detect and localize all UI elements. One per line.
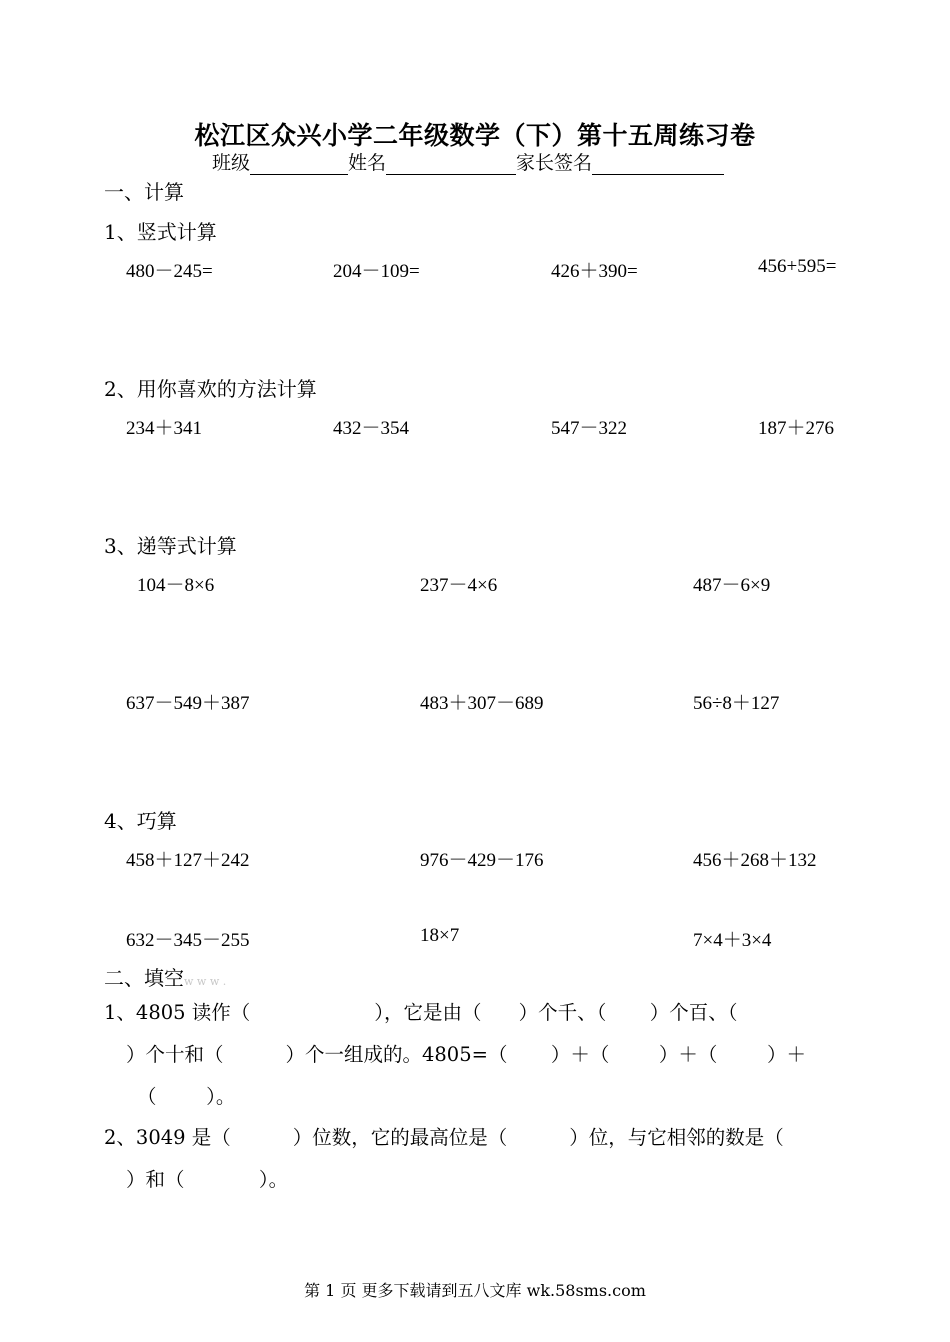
part2-heading: 2、用你喜欢的方法计算 <box>104 377 317 401</box>
problem-item: 976－429－176 <box>420 850 544 871</box>
problem-item: 632－345－255 <box>126 930 250 951</box>
page-footer: 第 1 页 更多下载请到五八文库 wk.58sms.com <box>304 1281 646 1300</box>
problem-item: 426＋390= <box>551 261 638 282</box>
problem-item: 56÷8＋127 <box>693 693 780 714</box>
name-blank[interactable] <box>386 154 516 175</box>
fill-question-2-line2: ）和（ ）。 <box>126 1168 289 1191</box>
class-label: 班级 <box>212 152 251 174</box>
name-label: 姓名 <box>348 152 387 174</box>
problem-item: 204－109= <box>333 261 420 282</box>
section1-heading: 一、计算 <box>104 180 184 204</box>
class-blank[interactable] <box>250 154 348 175</box>
problem-item: 104－8×6 <box>137 575 215 596</box>
problem-item: 637－549＋387 <box>126 693 250 714</box>
problem-item: 187＋276 <box>758 418 835 439</box>
fill-question-1-line2: ）个十和（ ）个一组成的。4805=（ ）＋（ ）＋（ ）＋ <box>126 1043 807 1066</box>
fill-question-2-line1: 2、3049 是（ ）位数，它的最高位是（ ）位，与它相邻的数是（ <box>104 1126 784 1149</box>
problem-item: 547－322 <box>551 418 628 439</box>
header-fields <box>212 148 724 175</box>
problem-item: 483＋307－689 <box>420 693 544 714</box>
part1-heading: 1、竖式计算 <box>104 220 217 244</box>
problem-item: 237－4×6 <box>420 575 498 596</box>
part3-heading: 3、递等式计算 <box>104 534 237 558</box>
problem-item: 432－354 <box>333 418 410 439</box>
section2-heading <box>104 962 226 991</box>
section2-heading-text: 二、填空 <box>104 966 184 990</box>
page-title: 松江区众兴小学二年级数学（下）第十五周练习卷 <box>194 121 756 150</box>
problem-item: 18×7 <box>420 925 460 946</box>
problem-item: 458＋127＋242 <box>126 850 250 871</box>
problem-item: 7×4＋3×4 <box>693 930 772 951</box>
problem-item: 480－245= <box>126 261 213 282</box>
fill-question-1-line3: （ ）。 <box>137 1085 236 1108</box>
watermark-text: w w w . <box>184 975 227 988</box>
problem-item: 456＋268＋132 <box>693 850 817 871</box>
fill-question-1-line1: 1、4805 读作（ ），它是由（ ）个千、（ ）个百、（ <box>104 1001 738 1024</box>
problem-item: 234＋341 <box>126 418 203 439</box>
parent-signature-label: 家长签名 <box>516 152 593 174</box>
problem-item: 487－6×9 <box>693 575 771 596</box>
parent-signature-blank[interactable] <box>592 154 724 175</box>
problem-item: 456+595= <box>758 256 837 277</box>
part4-heading: 4、巧算 <box>104 809 177 833</box>
